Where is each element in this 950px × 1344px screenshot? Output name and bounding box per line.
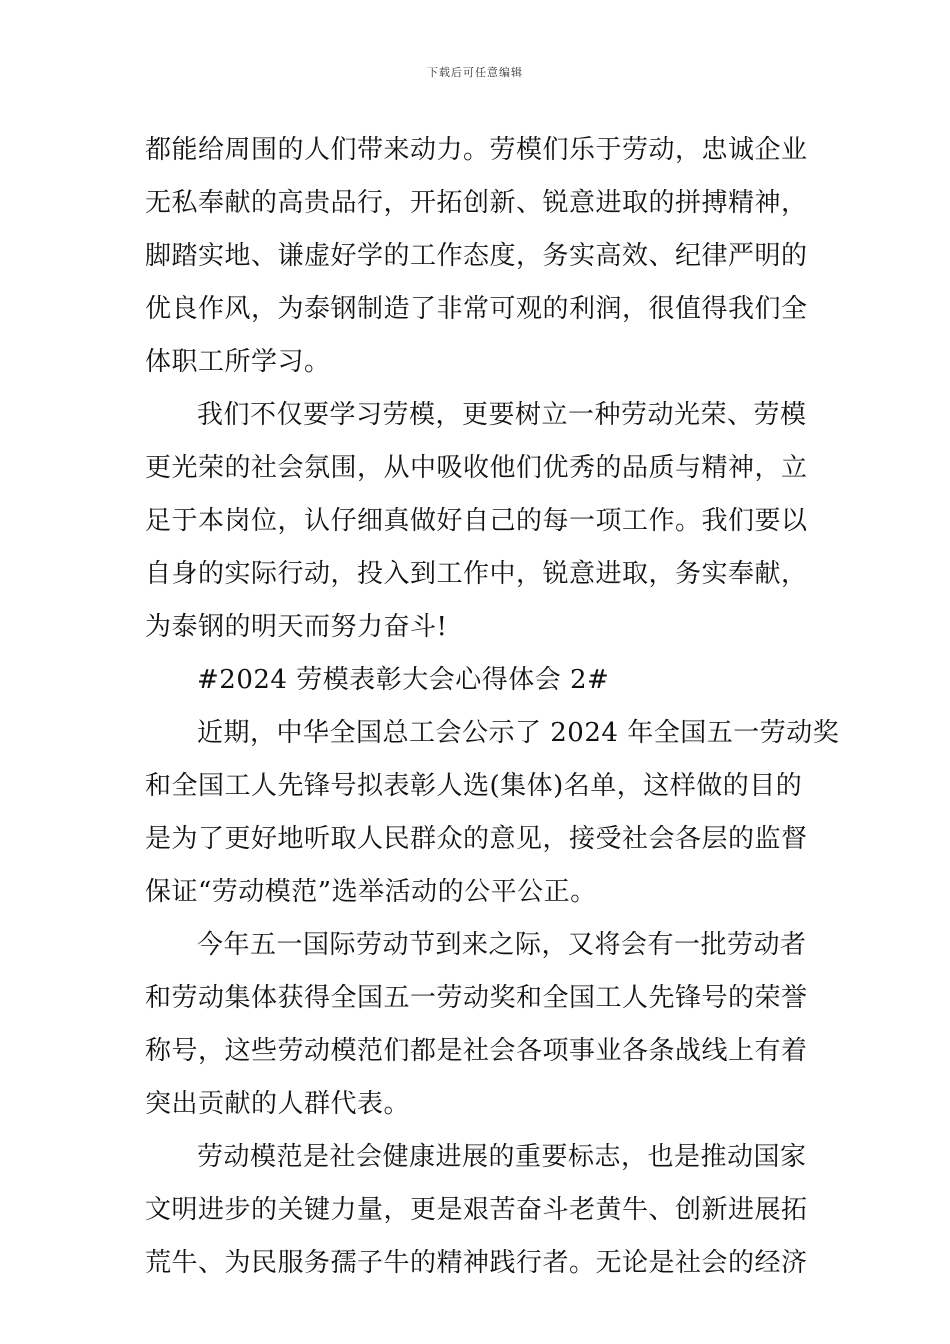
text-line: 和全国工人先锋号拟表彰人选(集体)名单，这样做的目的: [145, 771, 803, 801]
text-line: 近期，中华全国总工会公示了 2024 年全国五一劳动奖: [197, 718, 840, 748]
text-line: 文明进步的关键力量，更是艰苦奋斗老黄牛、创新进展拓: [145, 1195, 808, 1225]
text-line: 突出贡献的人群代表。: [145, 1089, 411, 1119]
text-line: 更光荣的社会氛围，从中吸收他们优秀的品质与精神，立: [145, 453, 808, 483]
text-line: 足于本岗位，认仔细真做好自己的每一项工作。我们要以: [145, 506, 808, 536]
text-line: 和劳动集体获得全国五一劳动奖和全国工人先锋号的荣誉: [145, 983, 808, 1013]
text-line: 是为了更好地听取人民群众的意见，接受社会各层的监督: [145, 824, 808, 854]
text-line: 脚踏实地、谦虚好学的工作态度，务实高效、纪律严明的: [145, 241, 808, 271]
text-line: 优良作风，为泰钢制造了非常可观的利润，很值得我们全: [145, 294, 808, 324]
text-line: 都能给周围的人们带来动力。劳模们乐于劳动，忠诚企业: [145, 135, 808, 165]
text-line: 无私奉献的高贵品行，开拓创新、锐意进取的拼搏精神，: [145, 188, 808, 218]
text-line: 体职工所学习。: [145, 347, 331, 377]
text-line: 劳动模范是社会健康进展的重要标志，也是推动国家: [197, 1142, 807, 1172]
text-line: 为泰钢的明天而努力奋斗!: [145, 612, 448, 642]
text-line: 荒牛、为民服务孺子牛的精神践行者。无论是社会的经济: [145, 1248, 808, 1278]
page-header: 下载后可任意编辑: [427, 66, 523, 79]
text-line: 保证“劳动模范”选举活动的公平公正。: [145, 877, 597, 907]
text-line: 今年五一国际劳动节到来之际，又将会有一批劳动者: [197, 930, 807, 960]
text-line: 自身的实际行动，投入到工作中，锐意进取，务实奉献，: [145, 559, 808, 589]
document-body: [145, 124, 840, 1290]
text-line: 我们不仅要学习劳模，更要树立一种劳动光荣、劳模: [197, 400, 807, 430]
text-line: 称号，这些劳动模范们都是社会各项事业各条战线上有着: [145, 1036, 808, 1066]
section-heading: #2024 劳模表彰大会心得体会 2#: [197, 665, 610, 695]
